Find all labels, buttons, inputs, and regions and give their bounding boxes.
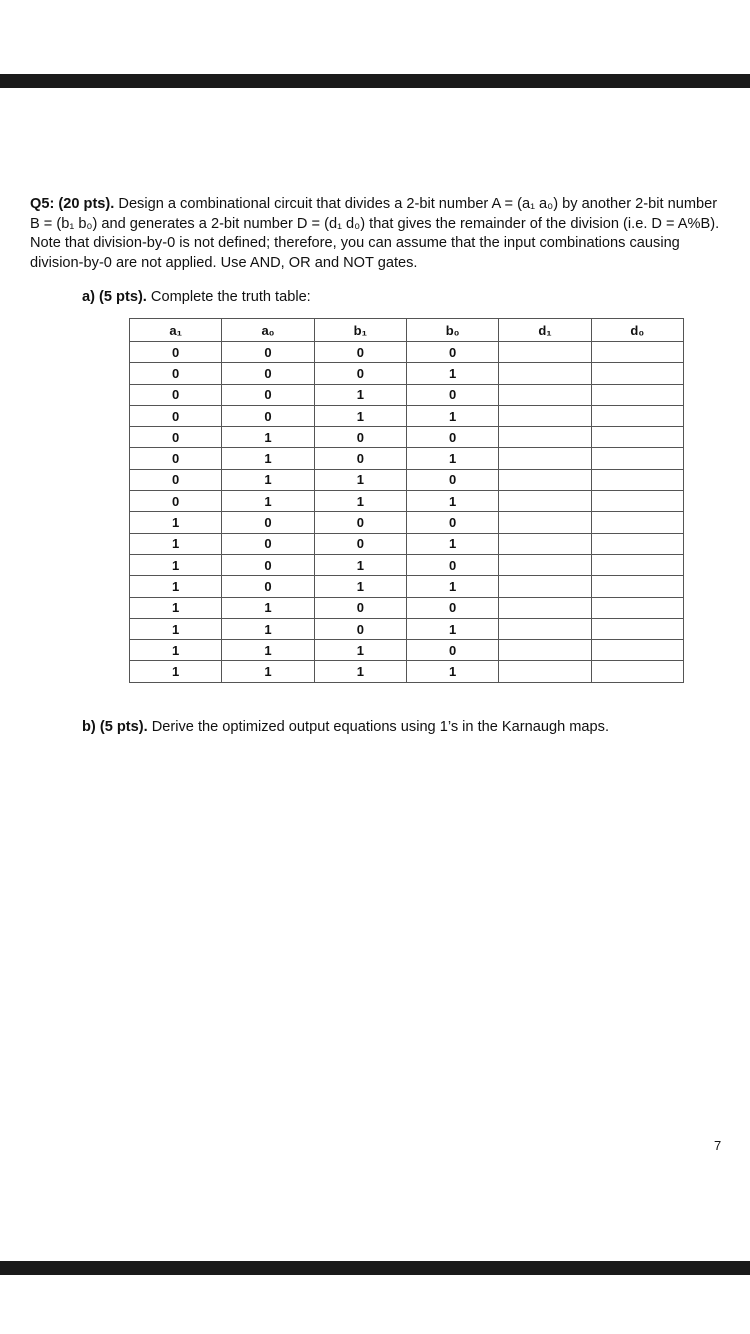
cell-d0[interactable] [591, 661, 683, 682]
cell-a0: 1 [222, 640, 314, 661]
table-row [130, 554, 684, 575]
cell-d1[interactable] [499, 427, 591, 448]
cell-d0[interactable] [591, 384, 683, 405]
cell-a1: 1 [130, 533, 222, 554]
cell-a1: 0 [130, 363, 222, 384]
cell-d0[interactable] [591, 363, 683, 384]
cell-b0: 1 [406, 661, 498, 682]
table-row [130, 384, 684, 405]
cell-b0: 1 [406, 363, 498, 384]
table-row [130, 533, 684, 554]
cell-d0[interactable] [591, 448, 683, 469]
table-row [130, 576, 684, 597]
cell-b0: 1 [406, 491, 498, 512]
cell-b1: 0 [314, 342, 406, 363]
cell-a1: 0 [130, 342, 222, 363]
part-a-text: Complete the truth table: [146, 289, 311, 305]
cell-a0: 0 [222, 363, 314, 384]
cell-d0[interactable] [591, 618, 683, 639]
part-b-text: Derive the optimized output equations using 1’s in the Karnaugh maps. [147, 719, 610, 735]
cell-d0[interactable] [591, 427, 683, 448]
header-b0: b₀ [406, 319, 498, 342]
table-row [130, 405, 684, 426]
table-row [130, 469, 684, 490]
cell-a0: 1 [222, 491, 314, 512]
cell-d1[interactable] [499, 342, 591, 363]
cell-b0: 0 [406, 342, 498, 363]
cell-a0: 0 [222, 554, 314, 575]
cell-a0: 1 [222, 597, 314, 618]
cell-d1[interactable] [499, 512, 591, 533]
cell-b0: 0 [406, 512, 498, 533]
table-row [130, 640, 684, 661]
cell-b1: 1 [314, 576, 406, 597]
truth-table-header-row [130, 319, 684, 342]
header-d0: d₀ [591, 319, 683, 342]
cell-d0[interactable] [591, 533, 683, 554]
bottom-border-bar [0, 1261, 750, 1275]
cell-d0[interactable] [591, 405, 683, 426]
cell-b1: 1 [314, 405, 406, 426]
cell-d1[interactable] [499, 576, 591, 597]
cell-a1: 1 [130, 576, 222, 597]
cell-a1: 0 [130, 405, 222, 426]
cell-d0[interactable] [591, 491, 683, 512]
cell-d1[interactable] [499, 597, 591, 618]
table-row [130, 342, 684, 363]
cell-a0: 1 [222, 618, 314, 639]
cell-a1: 0 [130, 491, 222, 512]
cell-d1[interactable] [499, 448, 591, 469]
cell-b0: 0 [406, 597, 498, 618]
cell-b0: 0 [406, 469, 498, 490]
part-b-heading [82, 718, 609, 737]
cell-d1[interactable] [499, 405, 591, 426]
cell-b0: 1 [406, 405, 498, 426]
cell-a0: 0 [222, 533, 314, 554]
question-q5 [30, 195, 730, 274]
cell-b1: 1 [314, 661, 406, 682]
cell-a0: 1 [222, 448, 314, 469]
truth-table-body [130, 342, 684, 683]
part-a-heading [82, 288, 311, 307]
cell-b0: 0 [406, 384, 498, 405]
cell-a1: 1 [130, 640, 222, 661]
table-row [130, 363, 684, 384]
cell-d1[interactable] [499, 661, 591, 682]
cell-b1: 0 [314, 618, 406, 639]
truth-table [129, 318, 684, 683]
cell-d1[interactable] [499, 491, 591, 512]
table-row [130, 427, 684, 448]
cell-b1: 0 [314, 597, 406, 618]
part-b-label: b) (5 pts). [82, 719, 148, 735]
table-row [130, 448, 684, 469]
cell-b1: 0 [314, 533, 406, 554]
cell-a0: 0 [222, 405, 314, 426]
header-b1: b₁ [314, 319, 406, 342]
cell-b1: 1 [314, 384, 406, 405]
cell-d0[interactable] [591, 554, 683, 575]
cell-b0: 0 [406, 554, 498, 575]
cell-a0: 0 [222, 384, 314, 405]
cell-b1: 1 [314, 491, 406, 512]
cell-d0[interactable] [591, 512, 683, 533]
cell-d1[interactable] [499, 554, 591, 575]
cell-b1: 1 [314, 469, 406, 490]
cell-a1: 0 [130, 427, 222, 448]
part-a-label: a) (5 pts). [82, 289, 147, 305]
table-row [130, 661, 684, 682]
table-row [130, 512, 684, 533]
cell-d1[interactable] [499, 384, 591, 405]
cell-b1: 0 [314, 427, 406, 448]
cell-b0: 1 [406, 576, 498, 597]
table-row [130, 597, 684, 618]
cell-d1[interactable] [499, 469, 591, 490]
header-a0: a₀ [222, 319, 314, 342]
cell-a1: 0 [130, 384, 222, 405]
cell-b1: 0 [314, 363, 406, 384]
question-text: Design a combinational circuit that divides a 2-bit number A = (a₁ a₀) by another 2-bit number B = (b₁ b₀) and generates a 2-bit number D = (d₁ d₀) that gives the remainder of the division (i.e. D = A%B). Note that division-by-0 is not defined; therefore, you can assume that the input combinations causing division-by-0 are not applied. Use AND, OR and NOT gates. [30, 196, 720, 272]
cell-b0: 0 [406, 427, 498, 448]
cell-d1[interactable] [499, 363, 591, 384]
cell-a0: 1 [222, 469, 314, 490]
question-label: Q5: (20 pts). [30, 196, 115, 212]
cell-d0[interactable] [591, 597, 683, 618]
header-a1: a₁ [130, 319, 222, 342]
cell-a1: 0 [130, 469, 222, 490]
cell-d0[interactable] [591, 342, 683, 363]
cell-d0[interactable] [591, 576, 683, 597]
top-border-bar [0, 74, 750, 88]
cell-a0: 0 [222, 512, 314, 533]
cell-d1[interactable] [499, 640, 591, 661]
cell-a1: 1 [130, 512, 222, 533]
cell-b0: 1 [406, 533, 498, 554]
table-row [130, 618, 684, 639]
cell-b0: 0 [406, 640, 498, 661]
cell-d0[interactable] [591, 469, 683, 490]
cell-a0: 0 [222, 342, 314, 363]
cell-a1: 0 [130, 448, 222, 469]
cell-b0: 1 [406, 448, 498, 469]
header-d1: d₁ [499, 319, 591, 342]
cell-b1: 1 [314, 554, 406, 575]
cell-a0: 0 [222, 576, 314, 597]
cell-d1[interactable] [499, 533, 591, 554]
cell-a1: 1 [130, 618, 222, 639]
cell-a0: 1 [222, 661, 314, 682]
table-row [130, 491, 684, 512]
cell-a1: 1 [130, 597, 222, 618]
cell-b1: 0 [314, 512, 406, 533]
cell-b0: 1 [406, 618, 498, 639]
cell-d0[interactable] [591, 640, 683, 661]
cell-a1: 1 [130, 661, 222, 682]
cell-d1[interactable] [499, 618, 591, 639]
cell-b1: 1 [314, 640, 406, 661]
page-number: 7 [714, 1138, 722, 1153]
cell-a0: 1 [222, 427, 314, 448]
cell-b1: 0 [314, 448, 406, 469]
cell-a1: 1 [130, 554, 222, 575]
